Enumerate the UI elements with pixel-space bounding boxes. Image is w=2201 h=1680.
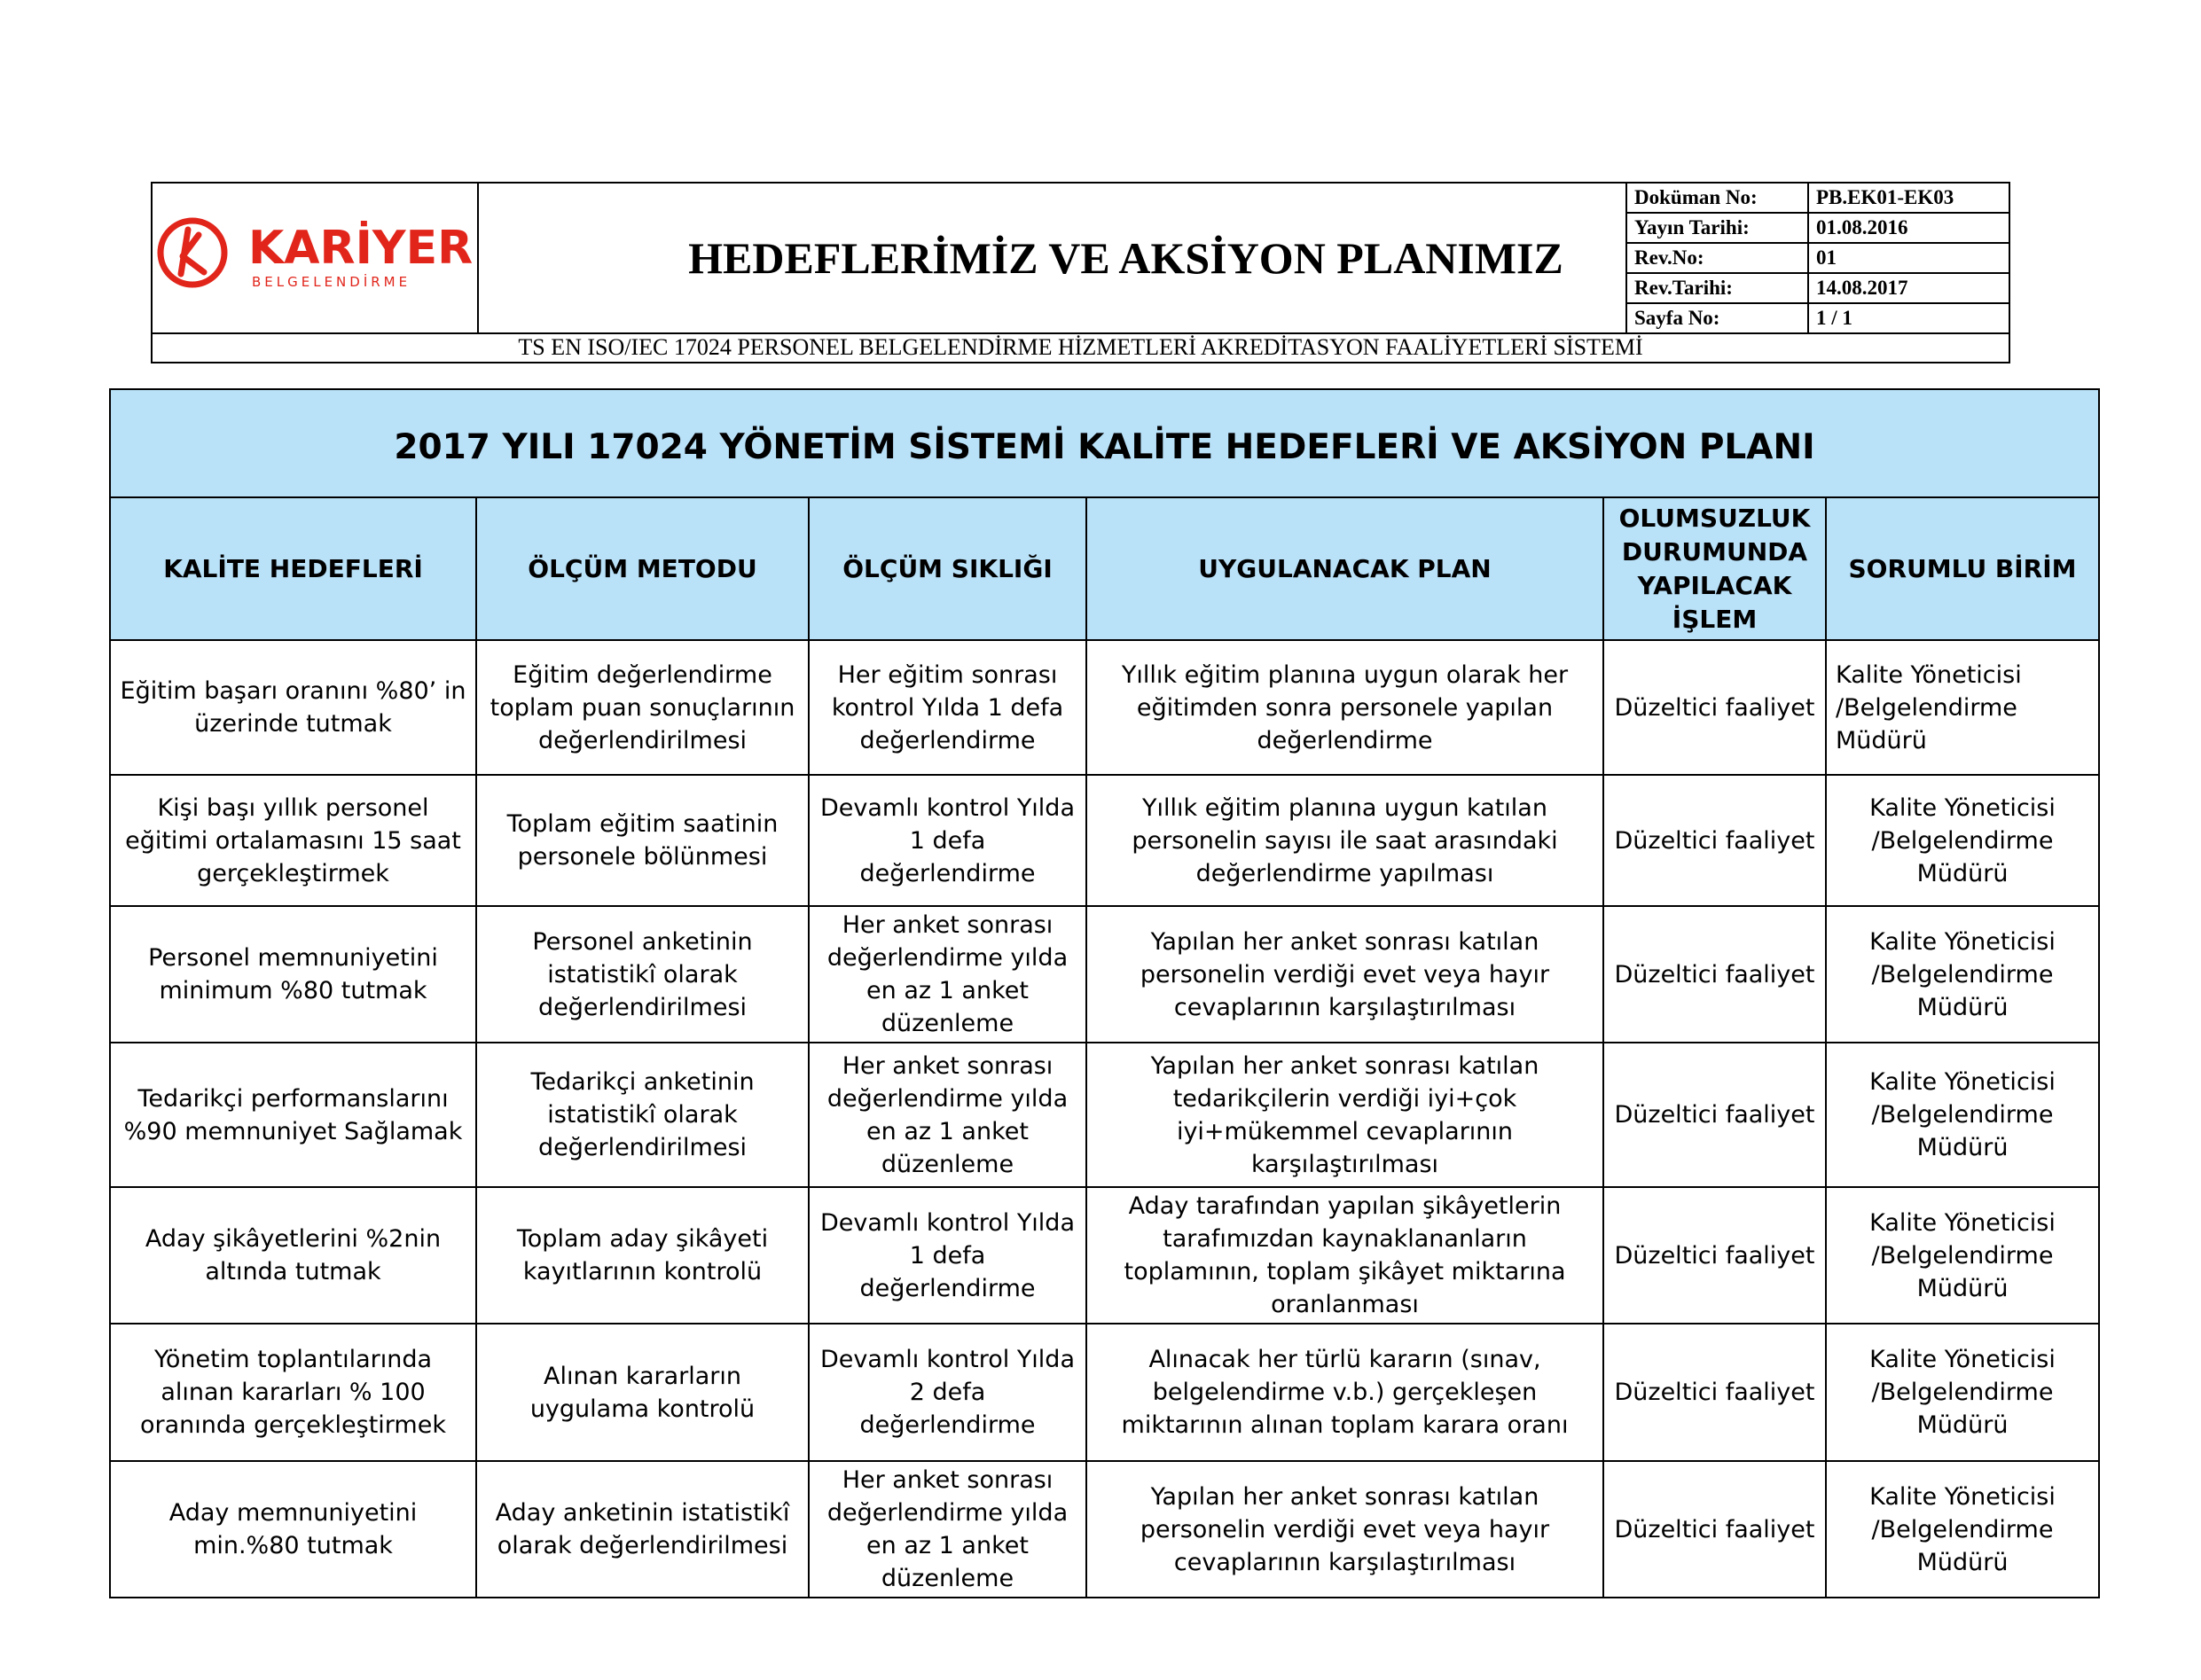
frequency-cell: Devamlı kontrol Yılda 1 defa değerlendirme (809, 775, 1086, 906)
frequency-cell: Her anket sonrası değerlendirme yılda en az 1 anket düzenleme (809, 1461, 1086, 1598)
goal-cell: Aday şikâyetlerini %2nin altında tutmak (110, 1187, 476, 1324)
goal-cell: Aday memnuniyetini min.%80 tutmak (110, 1461, 476, 1598)
unit-cell: Kalite Yöneticisi /Belgelendirme Müdürü (1826, 1043, 2099, 1187)
meta-row (1626, 213, 2009, 243)
column-header-frequency: ÖLÇÜM SIKLIĞI (809, 497, 1086, 640)
action-cell: Düzeltici faaliyet (1603, 1324, 1826, 1461)
unit-cell: Kalite Yöneticisi /Belgelendirme Müdürü (1826, 775, 2099, 906)
meta-row (1626, 184, 2009, 213)
goal-cell: Tedarikçi performanslarını %90 memnuniyet Sağlamak (110, 1043, 476, 1187)
document-title: HEDEFLERİMİZ VE AKSİYON PLANIMIZ (688, 233, 1563, 283)
plan-cell: Alınacak her türlü kararın (sınav, belgelendirme v.b.) gerçekleşen miktarının alınan toplam karara oranı (1086, 1324, 1603, 1461)
column-header-goal: KALİTE HEDEFLERİ (110, 497, 476, 640)
meta-row (1626, 243, 2009, 273)
document-meta-table (1625, 184, 2009, 334)
method-cell: Eğitim değerlendirme toplam puan sonuçlarının değerlendirilmesi (476, 640, 809, 775)
meta-row (1626, 303, 2009, 333)
table-row (110, 906, 2099, 1043)
goal-cell: Yönetim toplantılarında alınan kararları % 100 oranında gerçekleştirmek (110, 1324, 476, 1461)
system-name: TS EN ISO/IEC 17024 PERSONEL BELGELENDİRME HİZMETLERİ AKREDİTASYON FAALİYETLERİ SİSTEMİ (153, 332, 2009, 362)
unit-cell: Kalite Yöneticisi /Belgelendirme Müdürü (1826, 1461, 2099, 1598)
unit-cell: Kalite Yöneticisi /Belgelendirme Müdürü (1826, 1187, 2099, 1324)
meta-row (1626, 273, 2009, 303)
goal-cell: Kişi başı yıllık personel eğitimi ortalamasını 15 saat gerçekleştirmek (110, 775, 476, 906)
goal-cell: Personel memnuniyetini minimum %80 tutmak (110, 906, 476, 1043)
plan-cell: Aday tarafından yapılan şikâyetlerin tarafımızdan kaynaklananların toplamının, toplam şikâyet miktarına oranlanması (1086, 1187, 1603, 1324)
method-cell: Toplam aday şikâyeti kayıtlarının kontrolü (476, 1187, 809, 1324)
plan-cell: Yapılan her anket sonrası katılan personelin verdiği evet veya hayır cevaplarının karşılaştırılması (1086, 1461, 1603, 1598)
action-cell: Düzeltici faaliyet (1603, 906, 1826, 1043)
logo-brand-text: KARİYER (248, 222, 474, 275)
column-header-method: ÖLÇÜM METODU (476, 497, 809, 640)
column-header-plan: UYGULANACAK PLAN (1086, 497, 1603, 640)
unit-cell: Kalite Yöneticisi /Belgelendirme Müdürü (1826, 906, 2099, 1043)
action-cell: Düzeltici faaliyet (1603, 1461, 1826, 1598)
meta-label: Rev.Tarihi: (1626, 273, 1808, 303)
table-row (110, 1043, 2099, 1187)
table-row (110, 1187, 2099, 1324)
unit-cell: Kalite Yöneticisi /Belgelendirme Müdürü (1826, 640, 2099, 775)
meta-value: PB.EK01-EK03 (1808, 184, 2009, 213)
logo-cell (153, 184, 479, 332)
goal-cell: Eğitim başarı oranını %80’ in üzerinde tutmak (110, 640, 476, 775)
meta-value: 1 / 1 (1808, 303, 2009, 333)
plan-cell: Yıllık eğitim planına uygun katılan personelin sayısı ile saat arasındaki değerlendirme yapılması (1086, 775, 1603, 906)
method-cell: Tedarikçi anketinin istatistikî olarak değerlendirilmesi (476, 1043, 809, 1187)
plan-cell: Yıllık eğitim planına uygun olarak her eğitimden sonra personele yapılan değerlendirme (1086, 640, 1603, 775)
method-cell: Alınan kararların uygulama kontrolü (476, 1324, 809, 1461)
table-row (110, 1324, 2099, 1461)
meta-label: Doküman No: (1626, 184, 1808, 213)
frequency-cell: Her eğitim sonrası kontrol Yılda 1 defa değerlendirme (809, 640, 1086, 775)
quality-goals-table (109, 388, 2100, 1598)
action-cell: Düzeltici faaliyet (1603, 1187, 1826, 1324)
meta-value: 01.08.2016 (1808, 213, 2009, 243)
column-header-action: OLUMSUZLUK DURUMUNDA YAPILACAK İŞLEM (1603, 497, 1826, 640)
unit-cell: Kalite Yöneticisi /Belgelendirme Müdürü (1826, 1324, 2099, 1461)
table-row (110, 640, 2099, 775)
method-cell: Personel anketinin istatistikî olarak değerlendirilmesi (476, 906, 809, 1043)
plan-cell: Yapılan her anket sonrası katılan personelin verdiği evet veya hayır cevaplarının karşılaştırılması (1086, 906, 1603, 1043)
k-circle-icon (161, 221, 224, 285)
document-header (151, 182, 2010, 363)
column-header-unit: SORUMLU BİRİM (1826, 497, 2099, 640)
meta-label: Yayın Tarihi: (1626, 213, 1808, 243)
plan-cell: Yapılan her anket sonrası katılan tedarikçilerin verdiği iyi+çok iyi+mükemmel cevaplarının karşılaştırılması (1086, 1043, 1603, 1187)
action-cell: Düzeltici faaliyet (1603, 775, 1826, 906)
frequency-cell: Devamlı kontrol Yılda 1 defa değerlendirme (809, 1187, 1086, 1324)
frequency-cell: Devamlı kontrol Yılda 2 defa değerlendirme (809, 1324, 1086, 1461)
method-cell: Toplam eğitim saatinin personele bölünmesi (476, 775, 809, 906)
meta-label: Sayfa No: (1626, 303, 1808, 333)
meta-value: 14.08.2017 (1808, 273, 2009, 303)
table-row (110, 775, 2099, 906)
frequency-cell: Her anket sonrası değerlendirme yılda en az 1 anket düzenleme (809, 906, 1086, 1043)
plan-title: 2017 YILI 17024 YÖNETİM SİSTEMİ KALİTE HEDEFLERİ VE AKSİYON PLANI (110, 389, 2099, 497)
table-row (110, 1461, 2099, 1598)
logo-sub-text: BELGELENDİRME (252, 274, 411, 290)
meta-label: Rev.No: (1626, 243, 1808, 273)
frequency-cell: Her anket sonrası değerlendirme yılda en az 1 anket düzenleme (809, 1043, 1086, 1187)
company-logo (153, 184, 477, 331)
column-header-row (110, 497, 2099, 640)
action-cell: Düzeltici faaliyet (1603, 640, 1826, 775)
action-cell: Düzeltici faaliyet (1603, 1043, 1826, 1187)
method-cell: Aday anketinin istatistikî olarak değerlendirilmesi (476, 1461, 809, 1598)
meta-value: 01 (1808, 243, 2009, 273)
